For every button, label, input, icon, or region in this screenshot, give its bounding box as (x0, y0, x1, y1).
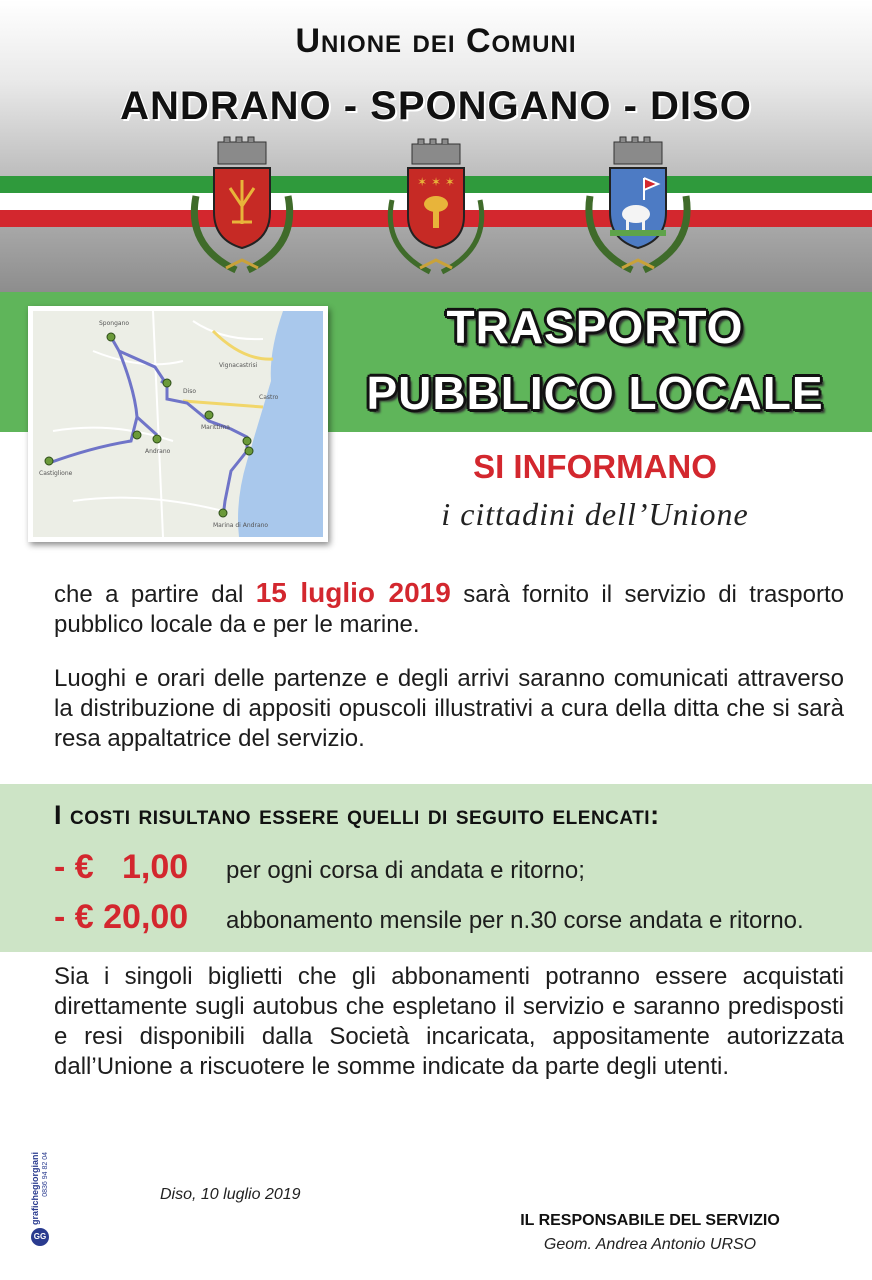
cost-amount: - € 1,00 (54, 848, 189, 886)
printer-logo-icon: GG (31, 1228, 49, 1246)
header (0, 0, 872, 292)
start-date-paragraph (54, 578, 844, 640)
svg-text:✶ ✶ ✶: ✶ ✶ ✶ (417, 175, 455, 189)
cost-row (54, 848, 585, 888)
cost-row (54, 898, 804, 938)
map-label-marina: Marina di Andrano (213, 522, 269, 529)
cost-amount: - € 20,00 (54, 898, 189, 936)
spongano-crest-icon (380, 136, 492, 276)
map-label-vignacastrisi: Vignacastrisi (219, 362, 258, 369)
map-label-diso: Diso (183, 388, 197, 395)
cittadini-subtitle: i cittadini dell’Unione (441, 496, 749, 532)
map-label-spongano: Spongano (99, 320, 130, 327)
union-title: Unione dei Comuni (295, 22, 577, 60)
poster-title-line1: TRASPORTO (446, 301, 744, 353)
schedules-paragraph: Luoghi e orari delle partenze e degli arrivi saranno comunicati attraverso la distribuzione di appositi opuscoli illustrativi a cura della ditta che si sarà resa appaltatrice del servizio. (54, 665, 844, 752)
printer-phone: 0836 94 82 04 (42, 1152, 49, 1197)
printer-name: grafichegiorgiani (30, 1152, 40, 1226)
map-label-castiglione: Castiglione (39, 470, 73, 477)
municipalities-title: ANDRANO - SPONGANO - DISO (120, 84, 752, 128)
responsabile-name: Geom. Andrea Antonio URSO (543, 1236, 757, 1253)
route-map (28, 306, 328, 542)
diso-crest-icon (582, 136, 694, 276)
costs-heading: I costi risultano essere quelli di seguito elencati: (54, 800, 660, 830)
start-date: 15 luglio 2019 (255, 577, 451, 608)
cost-description: per ogni corsa di andata e ritorno; (226, 857, 585, 884)
p1-post: sarà fornito il servizio di trasporto pubblico locale da e per le marine. (54, 581, 844, 638)
p1-pre: che a partire dal (54, 581, 256, 608)
poster-title-line2: PUBBLICO LOCALE (366, 367, 824, 419)
map-label-andrano: Andrano (145, 448, 171, 455)
place-date: Diso, 10 luglio 2019 (160, 1186, 301, 1203)
map-label-castro: Castro (259, 394, 279, 401)
informano-heading: SI INFORMANO (473, 448, 717, 485)
andrano-crest-icon (186, 136, 298, 276)
cost-description: abbonamento mensile per n.30 corse andata e ritorno. (226, 907, 804, 934)
responsabile-title: IL RESPONSABILE DEL SERVIZIO (520, 1212, 780, 1229)
map-label-marittima: Marittima (201, 424, 230, 431)
tickets-paragraph: Sia i singoli biglietti che gli abbonamenti potranno essere acquistati direttamente sugli autobus che espletano il servizio e saranno predisposti e resi disponibili dalla Società incaricata, appositamente autorizzata dall’Unione a riscuotere le somme indicate da parte degli utenti. (54, 963, 844, 1080)
